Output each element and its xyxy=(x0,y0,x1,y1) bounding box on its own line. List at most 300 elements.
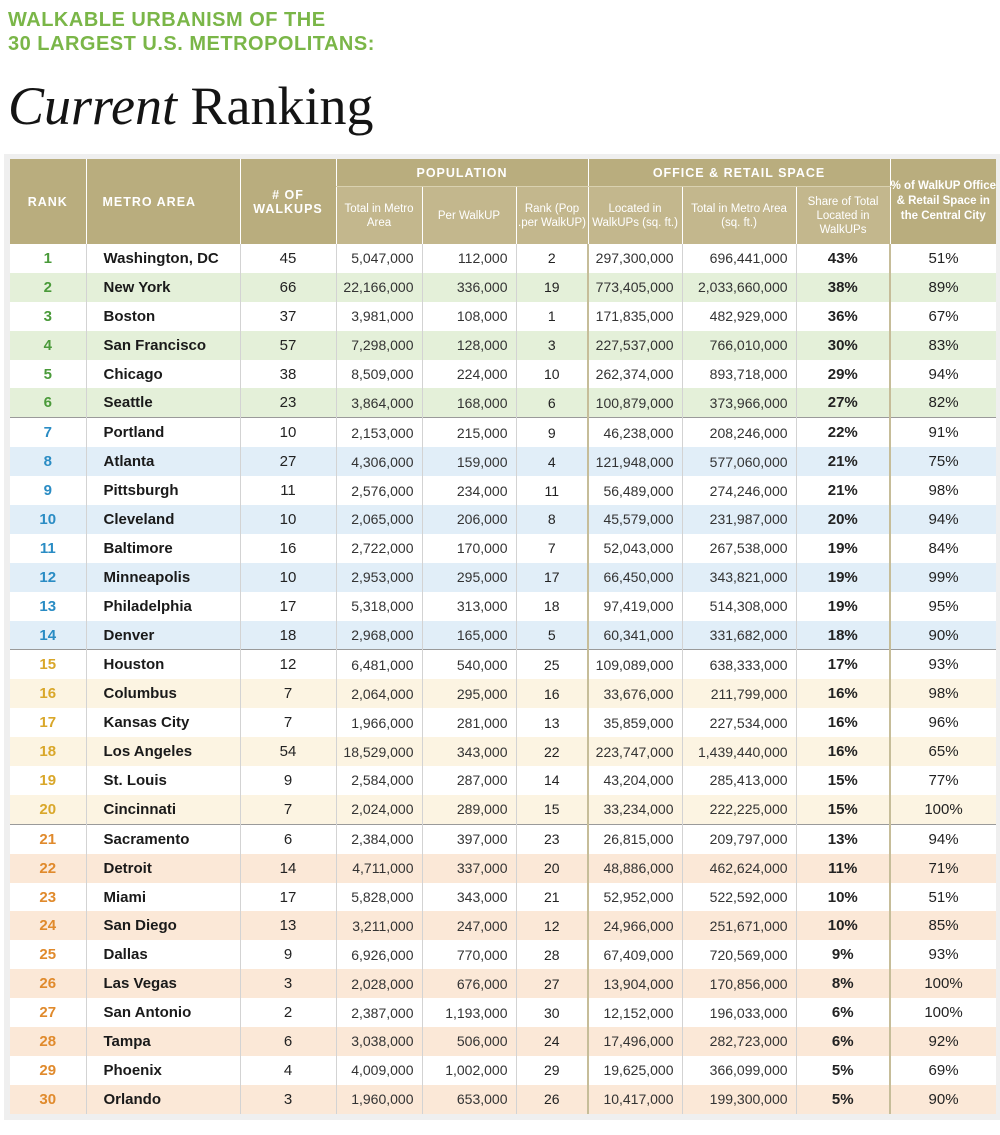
cell-rank: 24 xyxy=(10,911,86,940)
cell-pop-total: 5,318,000 xyxy=(336,592,422,621)
cell-rank: 30 xyxy=(10,1085,86,1114)
cell-metro: Houston xyxy=(86,650,240,679)
cell-walkups: 6 xyxy=(240,1027,336,1056)
cell-total-metro: 282,723,000 xyxy=(682,1027,796,1056)
table-row xyxy=(10,563,996,592)
cell-pop-total: 1,960,000 xyxy=(336,1085,422,1114)
table-body xyxy=(10,244,996,1114)
cell-walkups: 66 xyxy=(240,273,336,302)
cell-walkups: 12 xyxy=(240,650,336,679)
cell-share: 20% xyxy=(796,505,890,534)
cell-walkups: 3 xyxy=(240,969,336,998)
cell-pop-per: 506,000 xyxy=(422,1027,516,1056)
cell-central: 83% xyxy=(890,331,996,360)
cell-pop-per: 289,000 xyxy=(422,795,516,824)
cell-pop-rank: 7 xyxy=(516,534,588,563)
cell-share: 29% xyxy=(796,360,890,389)
cell-located: 13,904,000 xyxy=(588,969,682,998)
cell-pop-total: 22,166,000 xyxy=(336,273,422,302)
cell-central: 77% xyxy=(890,766,996,795)
table-row xyxy=(10,969,996,998)
cell-pop-rank: 25 xyxy=(516,650,588,679)
cell-rank: 3 xyxy=(10,302,86,331)
header-pop-rank: Rank (Pop .per WalkUP) xyxy=(516,187,588,245)
cell-total-metro: 222,225,000 xyxy=(682,795,796,824)
cell-central: 91% xyxy=(890,418,996,447)
cell-pop-per: 159,000 xyxy=(422,447,516,476)
cell-total-metro: 208,246,000 xyxy=(682,418,796,447)
cell-share: 19% xyxy=(796,563,890,592)
table-row xyxy=(10,854,996,883)
cell-rank: 28 xyxy=(10,1027,86,1056)
cell-central: 51% xyxy=(890,883,996,912)
cell-pop-rank: 11 xyxy=(516,476,588,505)
cell-share: 30% xyxy=(796,331,890,360)
cell-pop-per: 295,000 xyxy=(422,679,516,708)
table-row xyxy=(10,360,996,389)
cell-located: 67,409,000 xyxy=(588,940,682,969)
table-row xyxy=(10,1085,996,1114)
cell-share: 10% xyxy=(796,883,890,912)
cell-walkups: 6 xyxy=(240,824,336,853)
cell-metro: Las Vegas xyxy=(86,969,240,998)
cell-located: 60,341,000 xyxy=(588,621,682,650)
cell-pop-total: 6,926,000 xyxy=(336,940,422,969)
cell-metro: Detroit xyxy=(86,854,240,883)
cell-share: 21% xyxy=(796,447,890,476)
cell-central: 98% xyxy=(890,679,996,708)
table-row xyxy=(10,766,996,795)
cell-total-metro: 209,797,000 xyxy=(682,824,796,853)
cell-total-metro: 199,300,000 xyxy=(682,1085,796,1114)
cell-walkups: 57 xyxy=(240,331,336,360)
cell-walkups: 2 xyxy=(240,998,336,1027)
cell-rank: 26 xyxy=(10,969,86,998)
cell-share: 6% xyxy=(796,998,890,1027)
cell-share: 17% xyxy=(796,650,890,679)
cell-share: 8% xyxy=(796,969,890,998)
table-row xyxy=(10,388,996,417)
cell-pop-rank: 13 xyxy=(516,708,588,737)
cell-metro: Kansas City xyxy=(86,708,240,737)
cell-metro: San Diego xyxy=(86,911,240,940)
table-row xyxy=(10,302,996,331)
cell-share: 18% xyxy=(796,621,890,650)
cell-pop-rank: 15 xyxy=(516,795,588,824)
cell-metro: Baltimore xyxy=(86,534,240,563)
cell-rank: 12 xyxy=(10,563,86,592)
cell-pop-per: 247,000 xyxy=(422,911,516,940)
cell-pop-per: 1,193,000 xyxy=(422,998,516,1027)
cell-located: 46,238,000 xyxy=(588,418,682,447)
cell-total-metro: 196,033,000 xyxy=(682,998,796,1027)
cell-pop-per: 206,000 xyxy=(422,505,516,534)
cell-walkups: 13 xyxy=(240,911,336,940)
cell-pop-total: 2,387,000 xyxy=(336,998,422,1027)
cell-rank: 18 xyxy=(10,737,86,766)
cell-central: 82% xyxy=(890,388,996,417)
cell-located: 12,152,000 xyxy=(588,998,682,1027)
cell-metro: Pittsburgh xyxy=(86,476,240,505)
cell-share: 15% xyxy=(796,795,890,824)
table-row xyxy=(10,447,996,476)
cell-total-metro: 331,682,000 xyxy=(682,621,796,650)
cell-pop-total: 4,009,000 xyxy=(336,1056,422,1085)
table-row xyxy=(10,418,996,447)
cell-total-metro: 696,441,000 xyxy=(682,244,796,273)
table-row xyxy=(10,621,996,650)
cell-metro: Denver xyxy=(86,621,240,650)
cell-pop-per: 295,000 xyxy=(422,563,516,592)
cell-metro: Atlanta xyxy=(86,447,240,476)
cell-located: 10,417,000 xyxy=(588,1085,682,1114)
cell-pop-total: 2,153,000 xyxy=(336,418,422,447)
cell-rank: 21 xyxy=(10,824,86,853)
cell-pop-total: 4,306,000 xyxy=(336,447,422,476)
cell-located: 52,952,000 xyxy=(588,883,682,912)
cell-pop-total: 3,038,000 xyxy=(336,1027,422,1056)
cell-rank: 6 xyxy=(10,388,86,417)
cell-pop-total: 2,384,000 xyxy=(336,824,422,853)
cell-pop-total: 2,584,000 xyxy=(336,766,422,795)
cell-pop-total: 8,509,000 xyxy=(336,360,422,389)
cell-rank: 27 xyxy=(10,998,86,1027)
cell-pop-total: 18,529,000 xyxy=(336,737,422,766)
cell-total-metro: 211,799,000 xyxy=(682,679,796,708)
cell-total-metro: 274,246,000 xyxy=(682,476,796,505)
cell-located: 223,747,000 xyxy=(588,737,682,766)
cell-walkups: 10 xyxy=(240,563,336,592)
cell-central: 67% xyxy=(890,302,996,331)
table-row xyxy=(10,273,996,302)
cell-total-metro: 373,966,000 xyxy=(682,388,796,417)
cell-total-metro: 577,060,000 xyxy=(682,447,796,476)
cell-central: 94% xyxy=(890,360,996,389)
cell-central: 96% xyxy=(890,708,996,737)
cell-rank: 2 xyxy=(10,273,86,302)
cell-pop-rank: 23 xyxy=(516,824,588,853)
cell-pop-per: 128,000 xyxy=(422,331,516,360)
cell-share: 5% xyxy=(796,1085,890,1114)
cell-pop-rank: 2 xyxy=(516,244,588,273)
cell-share: 27% xyxy=(796,388,890,417)
cell-located: 66,450,000 xyxy=(588,563,682,592)
table-row xyxy=(10,824,996,853)
cell-total-metro: 251,671,000 xyxy=(682,911,796,940)
cell-pop-rank: 19 xyxy=(516,273,588,302)
cell-pop-rank: 3 xyxy=(516,331,588,360)
cell-total-metro: 1,439,440,000 xyxy=(682,737,796,766)
cell-located: 227,537,000 xyxy=(588,331,682,360)
cell-share: 16% xyxy=(796,679,890,708)
cell-pop-total: 2,024,000 xyxy=(336,795,422,824)
cell-total-metro: 231,987,000 xyxy=(682,505,796,534)
cell-rank: 29 xyxy=(10,1056,86,1085)
cell-metro: Sacramento xyxy=(86,824,240,853)
table-row xyxy=(10,998,996,1027)
cell-share: 19% xyxy=(796,534,890,563)
cell-central: 69% xyxy=(890,1056,996,1085)
ranking-table-container xyxy=(4,154,1000,1120)
cell-share: 36% xyxy=(796,302,890,331)
cell-central: 92% xyxy=(890,1027,996,1056)
table-row xyxy=(10,505,996,534)
cell-pop-per: 165,000 xyxy=(422,621,516,650)
cell-metro: Cincinnati xyxy=(86,795,240,824)
table-row xyxy=(10,476,996,505)
cell-metro: Portland xyxy=(86,418,240,447)
cell-walkups: 17 xyxy=(240,883,336,912)
cell-metro: Cleveland xyxy=(86,505,240,534)
cell-central: 90% xyxy=(890,621,996,650)
cell-pop-rank: 14 xyxy=(516,766,588,795)
cell-metro: Phoenix xyxy=(86,1056,240,1085)
cell-pop-rank: 10 xyxy=(516,360,588,389)
table-row xyxy=(10,679,996,708)
cell-located: 171,835,000 xyxy=(588,302,682,331)
cell-pop-per: 287,000 xyxy=(422,766,516,795)
cell-central: 51% xyxy=(890,244,996,273)
cell-located: 262,374,000 xyxy=(588,360,682,389)
cell-pop-rank: 8 xyxy=(516,505,588,534)
cell-pop-per: 224,000 xyxy=(422,360,516,389)
cell-rank: 13 xyxy=(10,592,86,621)
cell-walkups: 27 xyxy=(240,447,336,476)
cell-pop-per: 343,000 xyxy=(422,737,516,766)
cell-metro: Los Angeles xyxy=(86,737,240,766)
header-population: POPULATION xyxy=(336,159,588,187)
cell-pop-total: 2,968,000 xyxy=(336,621,422,650)
cell-rank: 17 xyxy=(10,708,86,737)
cell-central: 98% xyxy=(890,476,996,505)
cell-pop-rank: 30 xyxy=(516,998,588,1027)
cell-located: 773,405,000 xyxy=(588,273,682,302)
cell-rank: 16 xyxy=(10,679,86,708)
cell-total-metro: 170,856,000 xyxy=(682,969,796,998)
cell-central: 99% xyxy=(890,563,996,592)
cell-pop-per: 215,000 xyxy=(422,418,516,447)
page-title xyxy=(8,74,374,138)
cell-rank: 25 xyxy=(10,940,86,969)
cell-total-metro: 482,929,000 xyxy=(682,302,796,331)
cell-pop-total: 4,711,000 xyxy=(336,854,422,883)
header-pop-total: Total in Metro Area xyxy=(336,187,422,245)
cell-central: 84% xyxy=(890,534,996,563)
cell-share: 13% xyxy=(796,824,890,853)
cell-share: 19% xyxy=(796,592,890,621)
table-row xyxy=(10,534,996,563)
cell-pop-per: 112,000 xyxy=(422,244,516,273)
cell-share: 21% xyxy=(796,476,890,505)
cell-walkups: 38 xyxy=(240,360,336,389)
cell-pop-per: 343,000 xyxy=(422,883,516,912)
cell-pop-rank: 12 xyxy=(516,911,588,940)
cell-metro: Dallas xyxy=(86,940,240,969)
cell-pop-rank: 9 xyxy=(516,418,588,447)
cell-share: 43% xyxy=(796,244,890,273)
cell-pop-total: 2,065,000 xyxy=(336,505,422,534)
cell-walkups: 9 xyxy=(240,940,336,969)
cell-located: 19,625,000 xyxy=(588,1056,682,1085)
cell-total-metro: 285,413,000 xyxy=(682,766,796,795)
cell-central: 65% xyxy=(890,737,996,766)
cell-located: 17,496,000 xyxy=(588,1027,682,1056)
table-row xyxy=(10,708,996,737)
cell-central: 93% xyxy=(890,940,996,969)
cell-pop-rank: 29 xyxy=(516,1056,588,1085)
cell-metro: Washington, DC xyxy=(86,244,240,273)
header-share-of-total: Share of Total Located in WalkUPs xyxy=(796,187,890,245)
cell-pop-total: 6,481,000 xyxy=(336,650,422,679)
cell-total-metro: 514,308,000 xyxy=(682,592,796,621)
cell-walkups: 54 xyxy=(240,737,336,766)
table-row xyxy=(10,1056,996,1085)
cell-metro: Tampa xyxy=(86,1027,240,1056)
cell-total-metro: 462,624,000 xyxy=(682,854,796,883)
title-italic: Current xyxy=(8,76,178,136)
cell-pop-total: 5,047,000 xyxy=(336,244,422,273)
cell-pop-total: 5,828,000 xyxy=(336,883,422,912)
cell-central: 94% xyxy=(890,505,996,534)
cell-total-metro: 720,569,000 xyxy=(682,940,796,969)
cell-pop-total: 2,028,000 xyxy=(336,969,422,998)
cell-walkups: 23 xyxy=(240,388,336,417)
cell-pop-per: 676,000 xyxy=(422,969,516,998)
cell-located: 52,043,000 xyxy=(588,534,682,563)
cell-located: 100,879,000 xyxy=(588,388,682,417)
cell-central: 75% xyxy=(890,447,996,476)
cell-central: 93% xyxy=(890,650,996,679)
cell-total-metro: 2,033,660,000 xyxy=(682,273,796,302)
cell-pop-per: 234,000 xyxy=(422,476,516,505)
table-row xyxy=(10,737,996,766)
cell-located: 48,886,000 xyxy=(588,854,682,883)
cell-pop-total: 3,864,000 xyxy=(336,388,422,417)
cell-pop-rank: 28 xyxy=(516,940,588,969)
cell-rank: 9 xyxy=(10,476,86,505)
cell-total-metro: 227,534,000 xyxy=(682,708,796,737)
cell-central: 71% xyxy=(890,854,996,883)
cell-central: 95% xyxy=(890,592,996,621)
cell-rank: 8 xyxy=(10,447,86,476)
cell-share: 38% xyxy=(796,273,890,302)
cell-central: 100% xyxy=(890,969,996,998)
table-row xyxy=(10,592,996,621)
cell-rank: 1 xyxy=(10,244,86,273)
cell-share: 16% xyxy=(796,708,890,737)
cell-rank: 15 xyxy=(10,650,86,679)
cell-located: 43,204,000 xyxy=(588,766,682,795)
cell-rank: 4 xyxy=(10,331,86,360)
cell-located: 297,300,000 xyxy=(588,244,682,273)
cell-metro: Philadelphia xyxy=(86,592,240,621)
cell-located: 35,859,000 xyxy=(588,708,682,737)
cell-pop-rank: 1 xyxy=(516,302,588,331)
cell-pop-per: 170,000 xyxy=(422,534,516,563)
table-row xyxy=(10,911,996,940)
cell-metro: San Antonio xyxy=(86,998,240,1027)
cell-metro: Chicago xyxy=(86,360,240,389)
cell-pop-per: 108,000 xyxy=(422,302,516,331)
cell-pop-per: 653,000 xyxy=(422,1085,516,1114)
cell-metro: St. Louis xyxy=(86,766,240,795)
table-row xyxy=(10,940,996,969)
table-row xyxy=(10,244,996,273)
cell-walkups: 7 xyxy=(240,708,336,737)
cell-pop-per: 540,000 xyxy=(422,650,516,679)
cell-located: 97,419,000 xyxy=(588,592,682,621)
cell-pop-per: 281,000 xyxy=(422,708,516,737)
cell-walkups: 16 xyxy=(240,534,336,563)
cell-located: 56,489,000 xyxy=(588,476,682,505)
cell-pop-rank: 4 xyxy=(516,447,588,476)
cell-located: 24,966,000 xyxy=(588,911,682,940)
cell-pop-total: 7,298,000 xyxy=(336,331,422,360)
cell-central: 90% xyxy=(890,1085,996,1114)
header-metro-area: METRO AREA xyxy=(86,159,240,244)
cell-pop-total: 2,064,000 xyxy=(336,679,422,708)
cell-pop-per: 313,000 xyxy=(422,592,516,621)
cell-pop-rank: 24 xyxy=(516,1027,588,1056)
cell-pop-rank: 17 xyxy=(516,563,588,592)
cell-rank: 11 xyxy=(10,534,86,563)
cell-walkups: 4 xyxy=(240,1056,336,1085)
cell-metro: Minneapolis xyxy=(86,563,240,592)
cell-metro: New York xyxy=(86,273,240,302)
cell-located: 33,676,000 xyxy=(588,679,682,708)
cell-metro: Seattle xyxy=(86,388,240,417)
cell-total-metro: 343,821,000 xyxy=(682,563,796,592)
cell-located: 33,234,000 xyxy=(588,795,682,824)
title-rest: Ranking xyxy=(177,76,374,136)
cell-metro: Miami xyxy=(86,883,240,912)
cell-located: 121,948,000 xyxy=(588,447,682,476)
table-row xyxy=(10,650,996,679)
header-pop-per-walkup: Per WalkUP xyxy=(422,187,516,245)
cell-pop-rank: 21 xyxy=(516,883,588,912)
table-row xyxy=(10,883,996,912)
cell-share: 9% xyxy=(796,940,890,969)
cell-total-metro: 366,099,000 xyxy=(682,1056,796,1085)
cell-rank: 10 xyxy=(10,505,86,534)
cell-pop-total: 2,576,000 xyxy=(336,476,422,505)
cell-pop-total: 2,953,000 xyxy=(336,563,422,592)
cell-walkups: 3 xyxy=(240,1085,336,1114)
cell-pop-per: 1,002,000 xyxy=(422,1056,516,1085)
cell-share: 15% xyxy=(796,766,890,795)
cell-located: 45,579,000 xyxy=(588,505,682,534)
cell-pop-total: 3,211,000 xyxy=(336,911,422,940)
table-row xyxy=(10,795,996,824)
cell-pop-per: 770,000 xyxy=(422,940,516,969)
cell-central: 89% xyxy=(890,273,996,302)
cell-walkups: 45 xyxy=(240,244,336,273)
cell-total-metro: 267,538,000 xyxy=(682,534,796,563)
cell-metro: Columbus xyxy=(86,679,240,708)
cell-total-metro: 638,333,000 xyxy=(682,650,796,679)
cell-walkups: 10 xyxy=(240,418,336,447)
cell-walkups: 7 xyxy=(240,679,336,708)
cell-walkups: 14 xyxy=(240,854,336,883)
cell-rank: 20 xyxy=(10,795,86,824)
kicker-heading xyxy=(8,8,375,56)
cell-pop-per: 336,000 xyxy=(422,273,516,302)
cell-share: 5% xyxy=(796,1056,890,1085)
ranking-table xyxy=(10,159,996,1114)
cell-walkups: 10 xyxy=(240,505,336,534)
cell-pop-rank: 6 xyxy=(516,388,588,417)
cell-metro: Boston xyxy=(86,302,240,331)
